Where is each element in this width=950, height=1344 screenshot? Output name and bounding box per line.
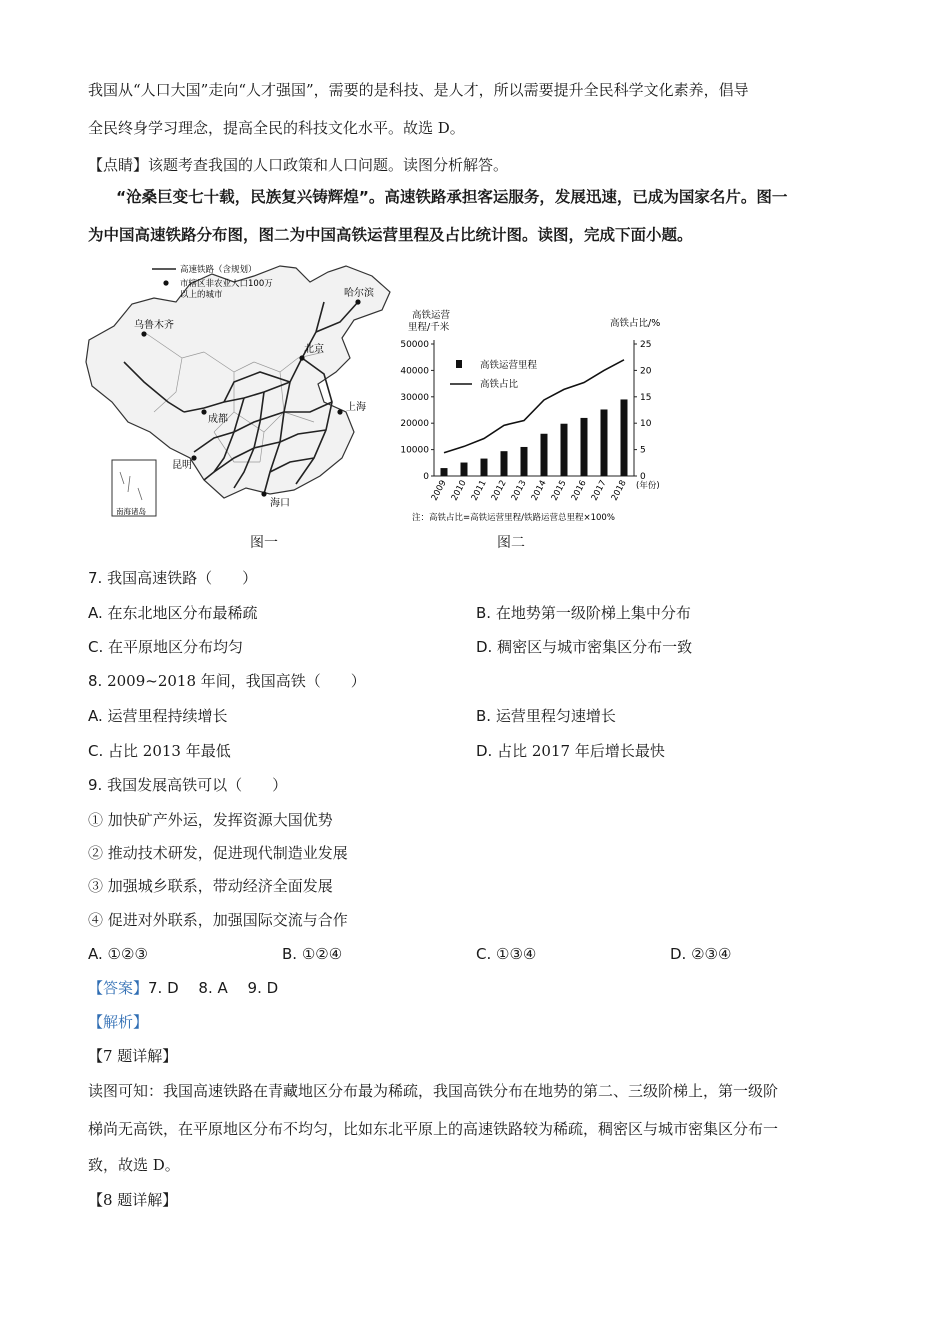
bar bbox=[461, 463, 468, 476]
option-letter: D. bbox=[476, 742, 493, 760]
y-left-label: 里程/千米 bbox=[408, 322, 450, 333]
x-tick-label: 2016 bbox=[569, 478, 589, 503]
figure-1-caption: 图一 bbox=[250, 535, 278, 551]
question-8 bbox=[88, 671, 366, 691]
right-tick-label: 25 bbox=[640, 340, 652, 350]
legend-line-label: 高铁占比 bbox=[480, 379, 519, 390]
detail-7-line-2: 梯尚无高铁，在平原地区分布不均匀，比如东北平原上的高速铁路较为稀疏，稠密区与城市密集区分布一 bbox=[88, 1120, 779, 1138]
q9-option-c[interactable] bbox=[476, 944, 536, 964]
option-text: ①②④ bbox=[301, 945, 343, 963]
option-text: 运营里程持续增长 bbox=[107, 707, 228, 725]
bar bbox=[521, 447, 528, 476]
right-tick-label: 10 bbox=[640, 419, 652, 430]
question-number: 7. bbox=[88, 569, 103, 587]
question-9 bbox=[88, 775, 287, 795]
left-tick-label: 20000 bbox=[400, 419, 429, 430]
x-tick-label: 2015 bbox=[549, 478, 569, 503]
answer-text: 7. D 8. A 9. D bbox=[148, 979, 279, 997]
option-text: 运营里程匀速增长 bbox=[495, 707, 616, 725]
left-tick-label: 30000 bbox=[400, 392, 429, 403]
city-label: 昆明 bbox=[172, 460, 192, 471]
option-letter: D. bbox=[476, 638, 493, 656]
right-tick-label: 0 bbox=[640, 472, 646, 482]
intro-line-2: 全民终身学习理念，提高全民的科技文化水平。故选 D。 bbox=[88, 119, 465, 137]
analysis-label: 【解析】 bbox=[88, 1013, 149, 1031]
city-label: 成都 bbox=[208, 414, 228, 425]
x-tick-label: 2013 bbox=[509, 478, 529, 503]
legend-bar-label: 高铁运营里程 bbox=[480, 360, 538, 371]
city-label: 北京 bbox=[304, 344, 324, 355]
q9-option-b[interactable] bbox=[282, 944, 342, 964]
option-letter: A. bbox=[88, 945, 103, 963]
legend-city-label: 以上的城市 bbox=[180, 290, 223, 300]
option-text: 稠密区与城市密集区分布一致 bbox=[497, 638, 693, 656]
bar bbox=[501, 451, 508, 476]
passage-line-1: “沧桑巨变七十载，民族复兴铸辉煌”。高速铁路承担客运服务，发展迅速，已成为国家名片。图一 bbox=[116, 188, 788, 206]
intro-line-1: 我国从“人口大国”走向“人才强国”，需要的是科技、是人才，所以需要提升全民科学文化素养，倡导 bbox=[88, 81, 749, 99]
x-tick-label: 2009 bbox=[429, 478, 449, 503]
bar bbox=[481, 459, 488, 476]
option-text: 占比 2017 年后增长最快 bbox=[497, 742, 665, 760]
q9-statement-2: ② 推动技术研发，促进现代制造业发展 bbox=[88, 844, 348, 862]
y-left-label: 高铁运营 bbox=[412, 310, 451, 321]
option-text: ①②③ bbox=[107, 945, 148, 963]
detail-7-line-1: 读图可知：我国高速铁路在青藏地区分布最为稀疏，我国高铁分布在地势的第二、三级阶梯上，第一级阶 bbox=[88, 1082, 779, 1100]
question-stem: 我国发展高铁可以（ ） bbox=[107, 776, 288, 794]
right-tick-label: 5 bbox=[640, 445, 646, 456]
bar bbox=[621, 399, 628, 476]
x-tick-label: 2017 bbox=[589, 478, 609, 503]
city-label: 哈尔滨 bbox=[344, 288, 374, 299]
figure-2-caption: 图二 bbox=[497, 535, 525, 551]
q7-option-b[interactable] bbox=[476, 603, 691, 623]
option-text: ①③④ bbox=[496, 945, 537, 963]
q8-option-a[interactable] bbox=[88, 706, 228, 726]
bar bbox=[441, 468, 448, 476]
x-tick-label: 2018 bbox=[609, 478, 629, 503]
answer-line bbox=[88, 978, 278, 998]
china-rail-map bbox=[84, 262, 404, 524]
option-letter: A. bbox=[88, 604, 103, 622]
q9-statement-4: ④ 促进对外联系，加强国际交流与合作 bbox=[88, 911, 348, 929]
passage-line-2: 为中国高速铁路分布图，图二为中国高铁运营里程及占比统计图。读图，完成下面小题。 bbox=[88, 226, 693, 244]
option-letter: C. bbox=[88, 742, 104, 760]
legend-city-label: 市辖区非农业人口100万 bbox=[180, 279, 273, 289]
share-line bbox=[444, 360, 624, 453]
answer-label: 【答案】 bbox=[88, 979, 149, 997]
bar bbox=[581, 418, 588, 476]
x-tick-label: 2012 bbox=[489, 478, 509, 503]
chart-note: 注：高铁占比=高铁运营里程/铁路运营总里程×100% bbox=[412, 513, 615, 523]
city-label: 乌鲁木齐 bbox=[134, 320, 174, 331]
x-tick-label: 2014 bbox=[529, 478, 549, 503]
legend-city-swatch bbox=[163, 280, 168, 285]
left-tick-label: 0 bbox=[423, 472, 429, 482]
china-rail-map-svg bbox=[84, 262, 404, 524]
option-text: 在地势第一级阶梯上集中分布 bbox=[495, 604, 691, 622]
y-right-label: 高铁占比/% bbox=[610, 318, 661, 329]
q9-statement-3: ③ 加强城乡联系，带动经济全面发展 bbox=[88, 877, 333, 895]
left-tick-label: 40000 bbox=[400, 366, 429, 377]
option-letter: C. bbox=[476, 945, 492, 963]
bar bbox=[561, 424, 568, 476]
rail-stats-chart-svg bbox=[390, 306, 680, 528]
legend-bar-swatch bbox=[456, 360, 462, 368]
rail-stats-chart bbox=[390, 306, 680, 528]
option-text: 在东北地区分布最稀疏 bbox=[107, 604, 258, 622]
legend-line-label: 高速铁路（含规划） bbox=[180, 265, 257, 275]
bar bbox=[601, 409, 608, 476]
x-tick-label: 2011 bbox=[469, 478, 489, 503]
option-text: 在平原地区分布均匀 bbox=[108, 638, 244, 656]
q7-option-d[interactable] bbox=[476, 637, 692, 657]
bar bbox=[541, 434, 548, 476]
city-label: 上海 bbox=[346, 402, 366, 413]
x-tick-label: 2010 bbox=[449, 478, 469, 503]
q8-option-b[interactable] bbox=[476, 706, 616, 726]
option-letter: B. bbox=[282, 945, 298, 963]
x-axis-label: (年份) bbox=[636, 481, 660, 491]
option-letter: D. bbox=[670, 945, 687, 963]
right-tick-label: 15 bbox=[640, 392, 652, 403]
q9-option-d[interactable] bbox=[670, 944, 731, 964]
question-7 bbox=[88, 568, 257, 588]
question-stem: 我国高速铁路（ ） bbox=[107, 569, 258, 587]
detail-7-label: 【7 题详解】 bbox=[88, 1047, 178, 1065]
q9-option-a[interactable] bbox=[88, 944, 148, 964]
option-letter: B. bbox=[476, 707, 492, 725]
option-letter: C. bbox=[88, 638, 104, 656]
left-tick-label: 10000 bbox=[400, 445, 429, 456]
q9-statement-1: ① 加快矿产外运，发挥资源大国优势 bbox=[88, 811, 333, 829]
option-letter: A. bbox=[88, 707, 103, 725]
q7-option-a[interactable] bbox=[88, 603, 258, 623]
question-number: 8. bbox=[88, 672, 103, 690]
question-number: 9. bbox=[88, 776, 103, 794]
left-tick-label: 50000 bbox=[400, 340, 429, 350]
city-label: 海口 bbox=[270, 498, 290, 509]
option-letter: B. bbox=[476, 604, 492, 622]
detail-8-label: 【8 题详解】 bbox=[88, 1191, 178, 1209]
q8-option-c[interactable] bbox=[88, 741, 231, 761]
question-stem: 2009~2018 年间，我国高铁（ ） bbox=[107, 672, 366, 690]
q7-option-c[interactable] bbox=[88, 637, 243, 657]
detail-7-line-3: 致，故选 D。 bbox=[88, 1156, 180, 1174]
intro-comment: 【点睛】该题考查我国的人口政策和人口问题。读图分析解答。 bbox=[88, 156, 509, 174]
inset-label: 南海诸岛 bbox=[116, 507, 146, 516]
option-text: 占比 2013 年最低 bbox=[108, 742, 231, 760]
option-text: ②③④ bbox=[691, 945, 732, 963]
right-tick-label: 20 bbox=[640, 366, 652, 377]
q8-option-d[interactable] bbox=[476, 741, 665, 761]
